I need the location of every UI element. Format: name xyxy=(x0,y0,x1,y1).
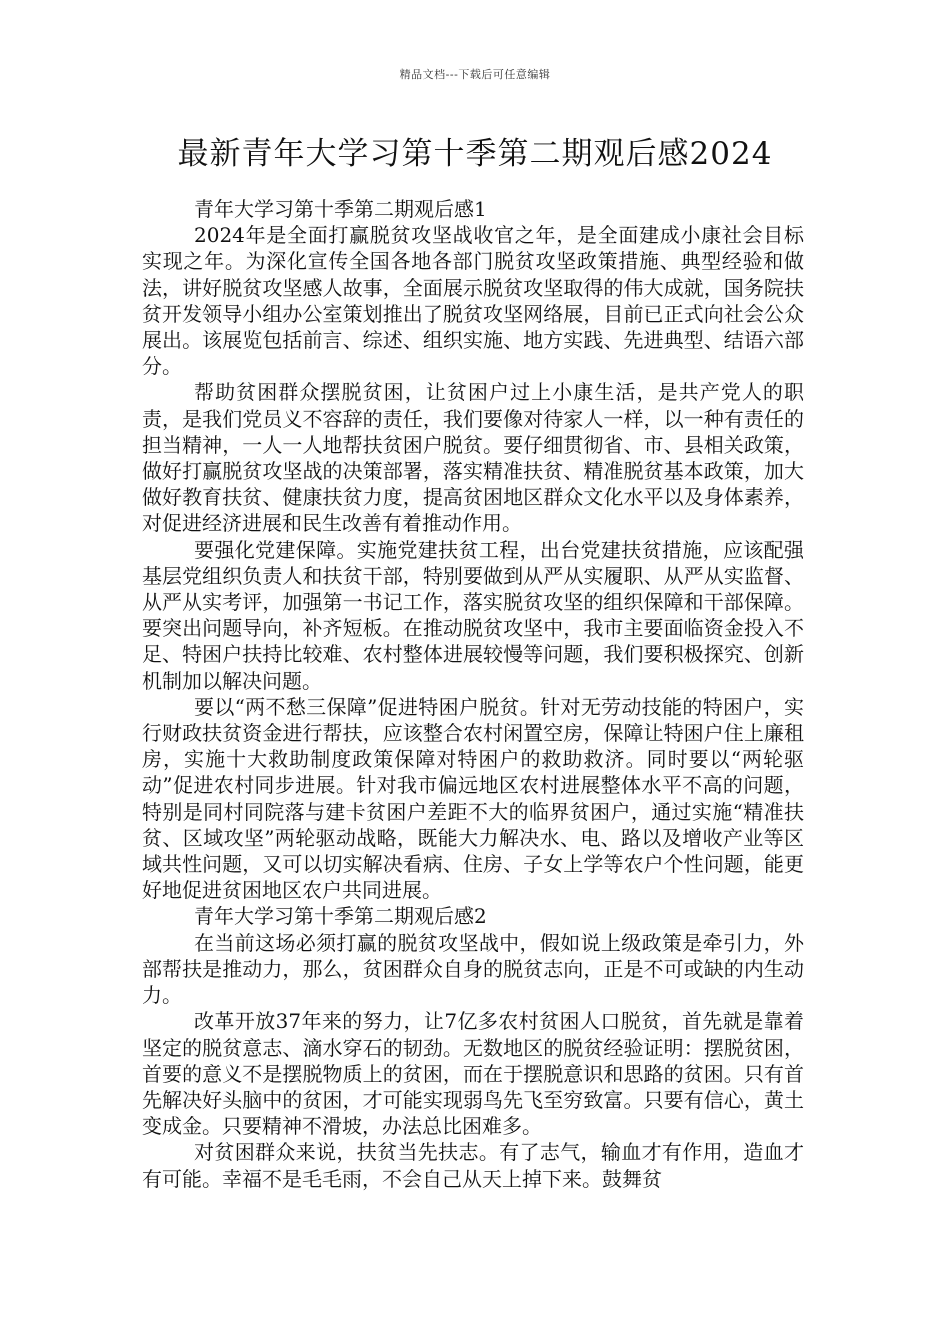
paragraph: 帮助贫困群众摆脱贫困，让贫困户过上小康生活，是共产党人的职责，是我们党员义不容辞的责任，我们要像对待家人一样，以一种有责任的担当精神，一人一人地帮扶贫困户脱贫。要仔细贯彻省、市、县相关政策，做好打赢脱贫攻坚战的决策部署，落实精准扶贫、精准脱贫基本政策，加大做好教育扶贫、健康扶贫力度，提高贫困地区群众文化水平以及身体素养，对促进经济进展和民生改善有着推动作用。 xyxy=(142,380,804,536)
section-heading: 青年大学习第十季第二期观后感1 xyxy=(194,197,487,221)
header-note: 精品文档---下载后可任意编辑 xyxy=(399,68,551,81)
section-heading: 青年大学习第十季第二期观后感2 xyxy=(194,904,487,929)
paragraph: 在当前这场必须打赢的脱贫攻坚战中，假如说上级政策是牵引力，外部帮扶是推动力，那么，贫困群众自身的脱贫志向，正是不可或缺的内生动力。 xyxy=(142,930,804,1008)
paragraph: 要以“两不愁三保障”促进特困户脱贫。针对无劳动技能的特困户，实行财政扶贫资金进行帮扶，应该整合农村闲置空房，保障让特困户住上廉租房，实施十大救助制度政策保障对特困户的救助救济。同时要以“两轮驱动”促进农村同步进展。针对我市偏远地区农村进展整体水平不高的问题，特别是同村同院落与建卡贫困户差距不大的临界贫困户，通过实施“精准扶贫、区域攻坚”两轮驱动战略，既能大力解决水、电、路以及增收产业等区域共性问题，又可以切实解决看病、住房、子女上学等农户个性问题，能更好地促进贫困地区农户共同进展。 xyxy=(142,694,804,903)
paragraph: 改革开放37年来的努力，让7亿多农村贫困人口脱贫，首先就是靠着坚定的脱贫意志、滴水穿石的韧劲。无数地区的脱贫经验证明：摆脱贫困，首要的意义不是摆脱物质上的贫困，而在于摆脱意识和思路的贫困。只有首先解决好头脑中的贫困，才可能实现弱鸟先飞至穷致富。只要有信心，黄土变成金。只要精神不滑坡，办法总比困难多。 xyxy=(142,1009,804,1139)
document-title: 最新青年大学习第十季第二期观后感2024 xyxy=(177,136,773,172)
paragraph: 要强化党建保障。实施党建扶贫工程，出台党建扶贫措施，应该配强基层党组织负责人和扶贫干部，特别要做到从严从实履职、从严从实监督、从严从实考评，加强第一书记工作，落实脱贫攻坚的组织保障和干部保障。要突出问题导向，补齐短板。在推动脱贫攻坚中，我市主要面临资金投入不足、特困户扶持比较难、农村整体进展较慢等问题，我们要积极探究、创新机制加以解决问题。 xyxy=(142,537,804,693)
paragraph: 对贫困群众来说，扶贫当先扶志。有了志气，输血才有作用，造血才有可能。幸福不是毛毛雨，不会自己从天上掉下来。鼓舞贫 xyxy=(142,1140,804,1191)
document-body xyxy=(142,196,804,1192)
paragraph: 2024年是全面打赢脱贫攻坚战收官之年，是全面建成小康社会目标实现之年。为深化宣传全国各地各部门脱贫攻坚政策措施、典型经验和做法，讲好脱贫攻坚感人故事，全面展示脱贫攻坚取得的伟大成就，国务院扶贫开发领导小组办公室策划推出了脱贫攻坚网络展，目前已正式向社会公众展出。该展览包括前言、综述、组织实施、地方实践、先进典型、结语六部分。 xyxy=(142,223,804,379)
